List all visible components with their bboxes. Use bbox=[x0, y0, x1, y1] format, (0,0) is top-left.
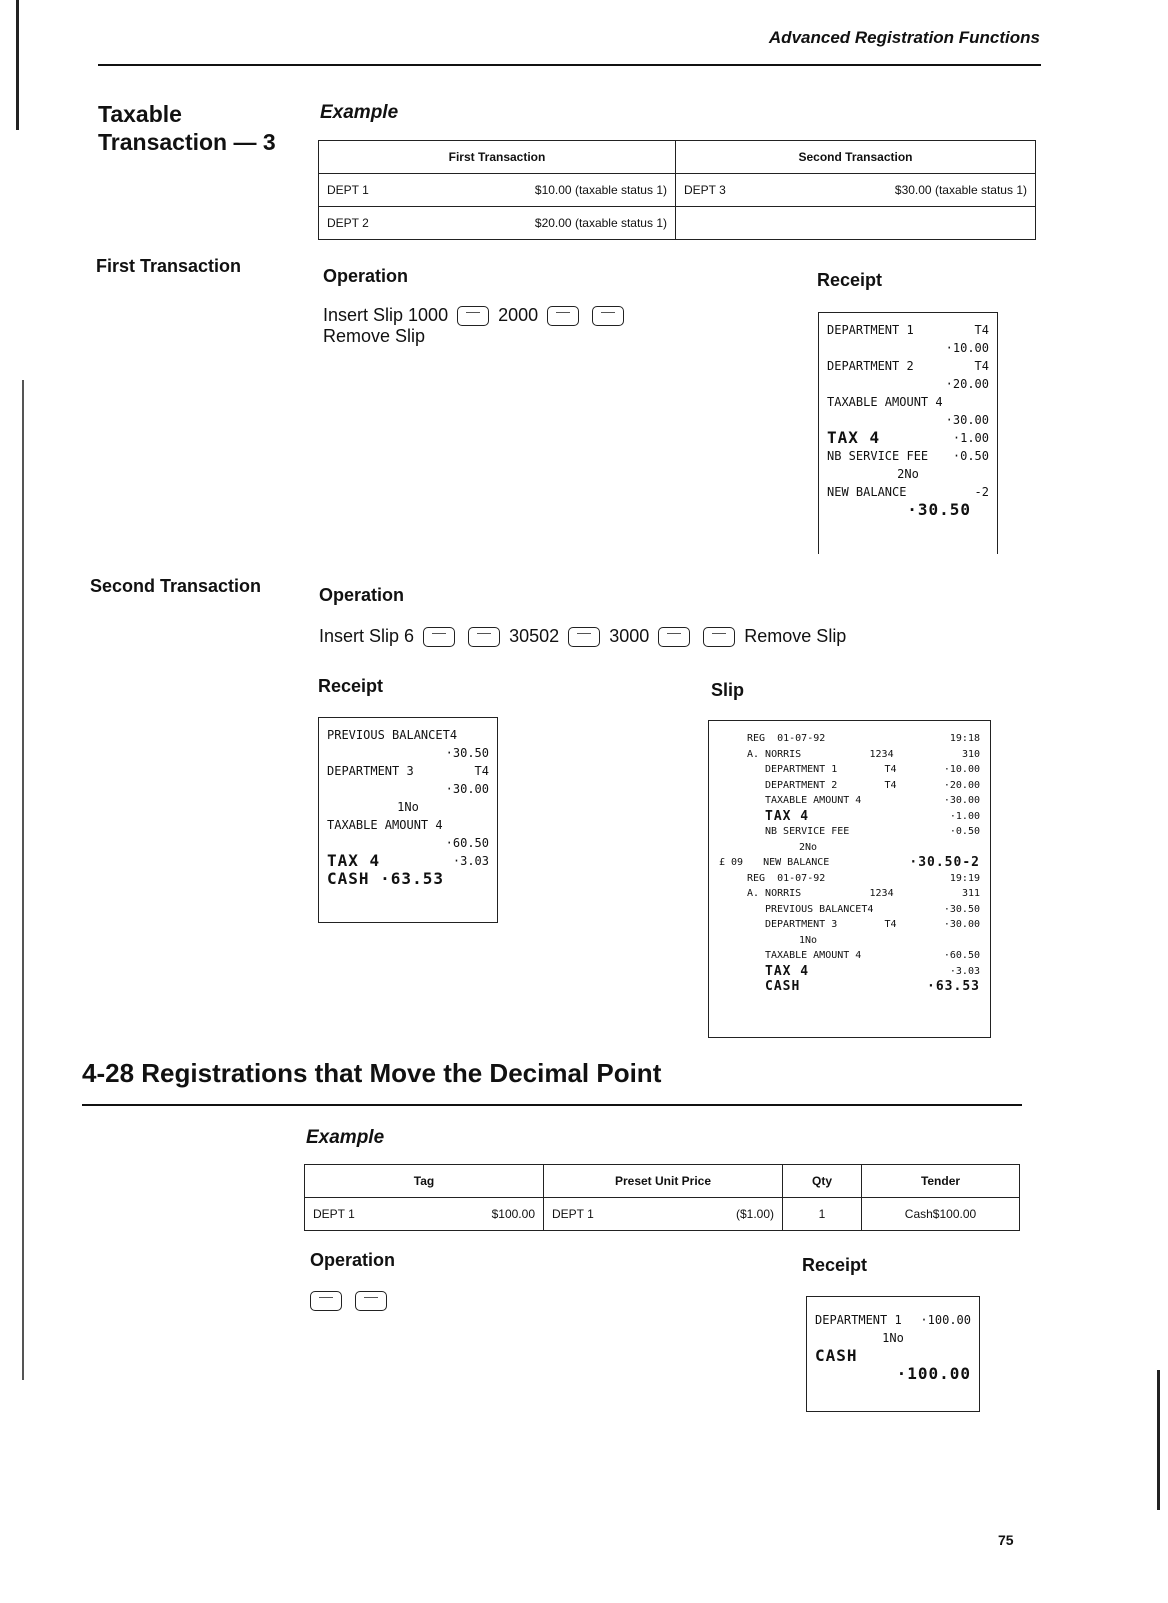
operation-sequence bbox=[306, 1290, 391, 1311]
dept-1-key-icon bbox=[310, 1291, 342, 1311]
table-row: DEPT 1 $100.00 DEPT 1 ($1.00) 1 Cash$100.00 bbox=[305, 1198, 1020, 1231]
pb-plus-key-icon bbox=[568, 627, 600, 647]
table-header: Qty bbox=[783, 1165, 862, 1198]
running-header: Advanced Registration Functions bbox=[768, 28, 1040, 47]
receipt-second-transaction: PREVIOUS BALANCET4 ·30.50 DEPARTMENT 3 T4 ·30.00 1No TAXABLE AMOUNT 4 ·60.50 TAX 4 ·3.03 CASH ·63.53 bbox=[318, 717, 498, 923]
receipt-heading: Receipt bbox=[817, 270, 883, 290]
chapter-rule bbox=[82, 1104, 1022, 1106]
pb-key-icon bbox=[423, 627, 455, 647]
table-header: Preset Unit Price bbox=[544, 1165, 783, 1198]
example-label: Example bbox=[320, 102, 399, 123]
operation-heading: Operation bbox=[310, 1250, 396, 1270]
scan-edge-mark bbox=[1157, 1370, 1160, 1510]
ts-key-icon bbox=[468, 627, 500, 647]
receipt-first-transaction: DEPARTMENT 1 T4 ·10.00 DEPARTMENT 2 T4 ·20.00 TAXABLE AMOUNT 4 ·30.00 TAX 4 ·1.00 NB SERVICE FEE ·0.50 2No NEW BALANCE -2 ·30.50 bbox=[818, 312, 998, 554]
operation-heading: Operation bbox=[319, 585, 405, 605]
receipt-decimal: DEPARTMENT 1 ·100.00 1No CASH ·100.00 bbox=[806, 1296, 980, 1412]
dept-3-key-icon bbox=[658, 627, 690, 647]
operation-heading: Operation bbox=[323, 266, 409, 286]
receipt-heading: Receipt bbox=[318, 676, 384, 696]
dept-1-key-icon bbox=[457, 306, 489, 326]
first-transaction-label: First Transaction bbox=[96, 256, 242, 276]
slip-heading: Slip bbox=[711, 680, 745, 700]
cash-amt-tend-key-icon bbox=[703, 627, 735, 647]
dept-2-key-icon bbox=[547, 306, 579, 326]
scan-edge-mark bbox=[16, 0, 19, 130]
table-row: DEPT 1 $10.00 (taxable status 1) DEPT 3 $30.00 (taxable status 1) bbox=[319, 174, 1036, 207]
table-header: Tag bbox=[305, 1165, 544, 1198]
section-title: Taxable Transaction — 3 bbox=[98, 101, 276, 155]
example-label: Example bbox=[306, 1127, 385, 1148]
receipt-heading: Receipt bbox=[802, 1255, 868, 1275]
table-header: First Transaction bbox=[319, 141, 676, 174]
header-rule bbox=[98, 64, 1041, 66]
cash-amt-tend-key-icon bbox=[355, 1291, 387, 1311]
slip-printout: REG 01-07-92 19:18 A. NORRIS 1234 310 DEPARTMENT 1 T4 ·10.00 DEPARTMENT 2 T4 ·20.00 TAXABLE AMOUNT 4 ·30.00 TAX 4 ·1.00 NB SERVICE FEE ·0.50 2No £ 09 NEW BALANCE ·30.50-2 REG 01-07-92 19:19 A. NORRIS 1234 311 PREVIOUS BALANCET4 ·30.50 DEPARTMENT 3 T4 ·30.00 1No TAXABLE AMOUNT 4 ·60.50 TAX 4 ·3.03 CASH ·63.53 bbox=[708, 720, 991, 1038]
table-header: Tender bbox=[862, 1165, 1020, 1198]
second-transaction-label: Second Transaction bbox=[90, 576, 262, 596]
operation-sequence: Insert Slip 6 30502 3000 Remove Slip bbox=[319, 626, 847, 646]
example-table bbox=[318, 140, 1036, 240]
chapter-title: 4-28 Registrations that Move the Decimal Point bbox=[82, 1058, 662, 1088]
table-header: Second Transaction bbox=[676, 141, 1036, 174]
page-number: 75 bbox=[998, 1532, 1014, 1548]
nb-key-icon bbox=[592, 306, 624, 326]
example-table-decimal bbox=[304, 1164, 1020, 1231]
scan-edge-mark bbox=[22, 380, 24, 1380]
table-row: DEPT 2 $20.00 (taxable status 1) bbox=[319, 207, 1036, 240]
operation-sequence: Insert Slip 1000 2000 Remove Slip bbox=[323, 305, 628, 347]
